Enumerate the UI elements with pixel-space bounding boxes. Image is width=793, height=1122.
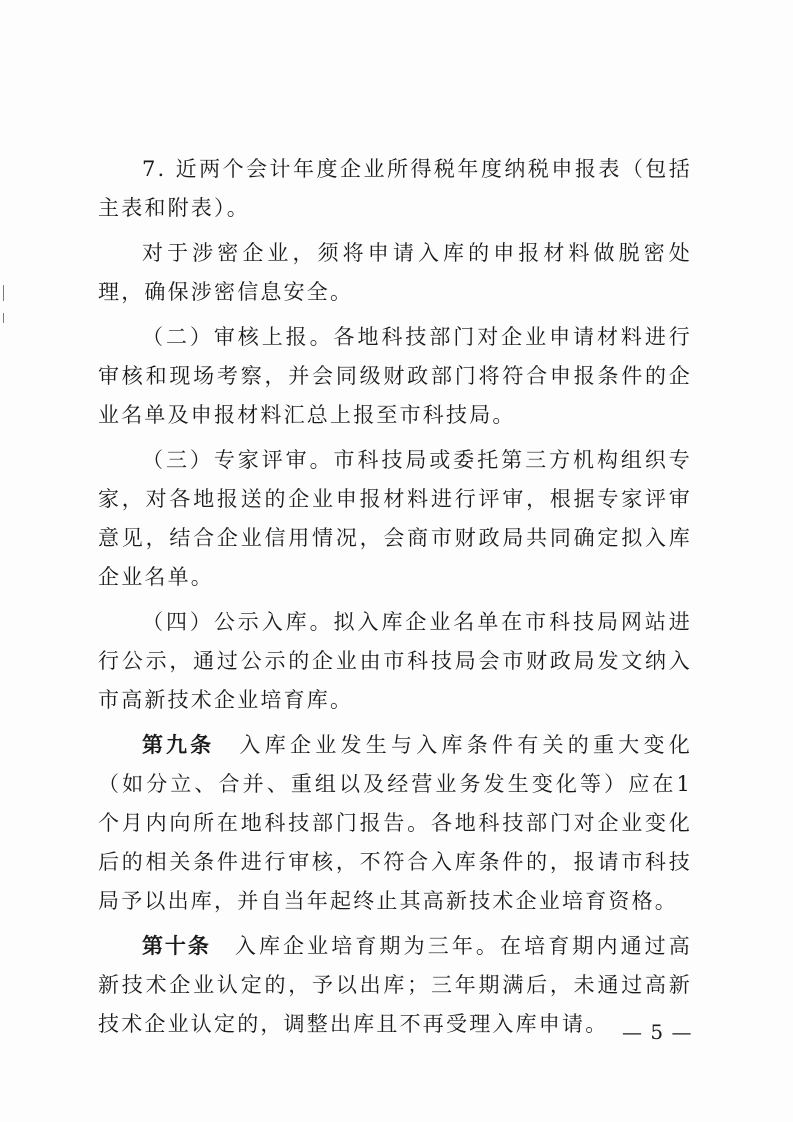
paragraph-text: 对于涉密企业，须将申请入库的申报材料做脱密处理，确保涉密信息安全。 — [98, 241, 692, 304]
article-heading: 第十条 — [142, 934, 211, 958]
document-body — [98, 150, 692, 1050]
page-number: — 5 — — [622, 1020, 693, 1044]
paragraph-text: （四）公示入库。拟入库企业名单在市科技局网站进行公示，通过公示的企业由市科技局会市财政局发文纳入市高新技术企业培育库。 — [98, 610, 692, 712]
paragraph-text: 入库企业培育期为三年。在培育期内通过高新技术企业认定的，予以出库；三年期满后，未通过高新技术企业认定的，调整出库且不再受理入库申请。 — [98, 934, 692, 1036]
paragraph — [98, 603, 692, 720]
article-heading: 第九条 — [142, 733, 215, 757]
scan-mark — [3, 285, 4, 301]
paragraph — [98, 927, 692, 1044]
paragraph — [98, 441, 692, 597]
paragraph — [98, 318, 692, 435]
paragraph — [98, 234, 692, 312]
paragraph-text: 7. 近两个会计年度企业所得税年度纳税申报表（包括主表和附表）。 — [98, 157, 692, 220]
paragraph-text: 入库企业发生与入库条件有关的重大变化（如分立、合并、重组以及经营业务发生变化等）应在1个月内向所在地科技部门报告。各地科技部门对企业变化后的相关条件进行审核，不符合入库条件的，报请市科技局予以出库，并自当年起终止其高新技术企业培育资格。 — [98, 733, 692, 913]
paragraph — [98, 726, 692, 921]
paragraph-text: （三）专家评审。市科技局或委托第三方机构组织专家，对各地报送的企业申报材料进行评审，根据专家评审意见，结合企业信用情况，会商市财政局共同确定拟入库企业名单。 — [98, 448, 692, 589]
scan-mark — [3, 313, 4, 323]
paragraph-text: （二）审核上报。各地科技部门对企业申请材料进行审核和现场考察，并会同级财政部门将符合申报条件的企业名单及申报材料汇总上报至市科技局。 — [98, 325, 692, 427]
paragraph — [98, 150, 692, 228]
